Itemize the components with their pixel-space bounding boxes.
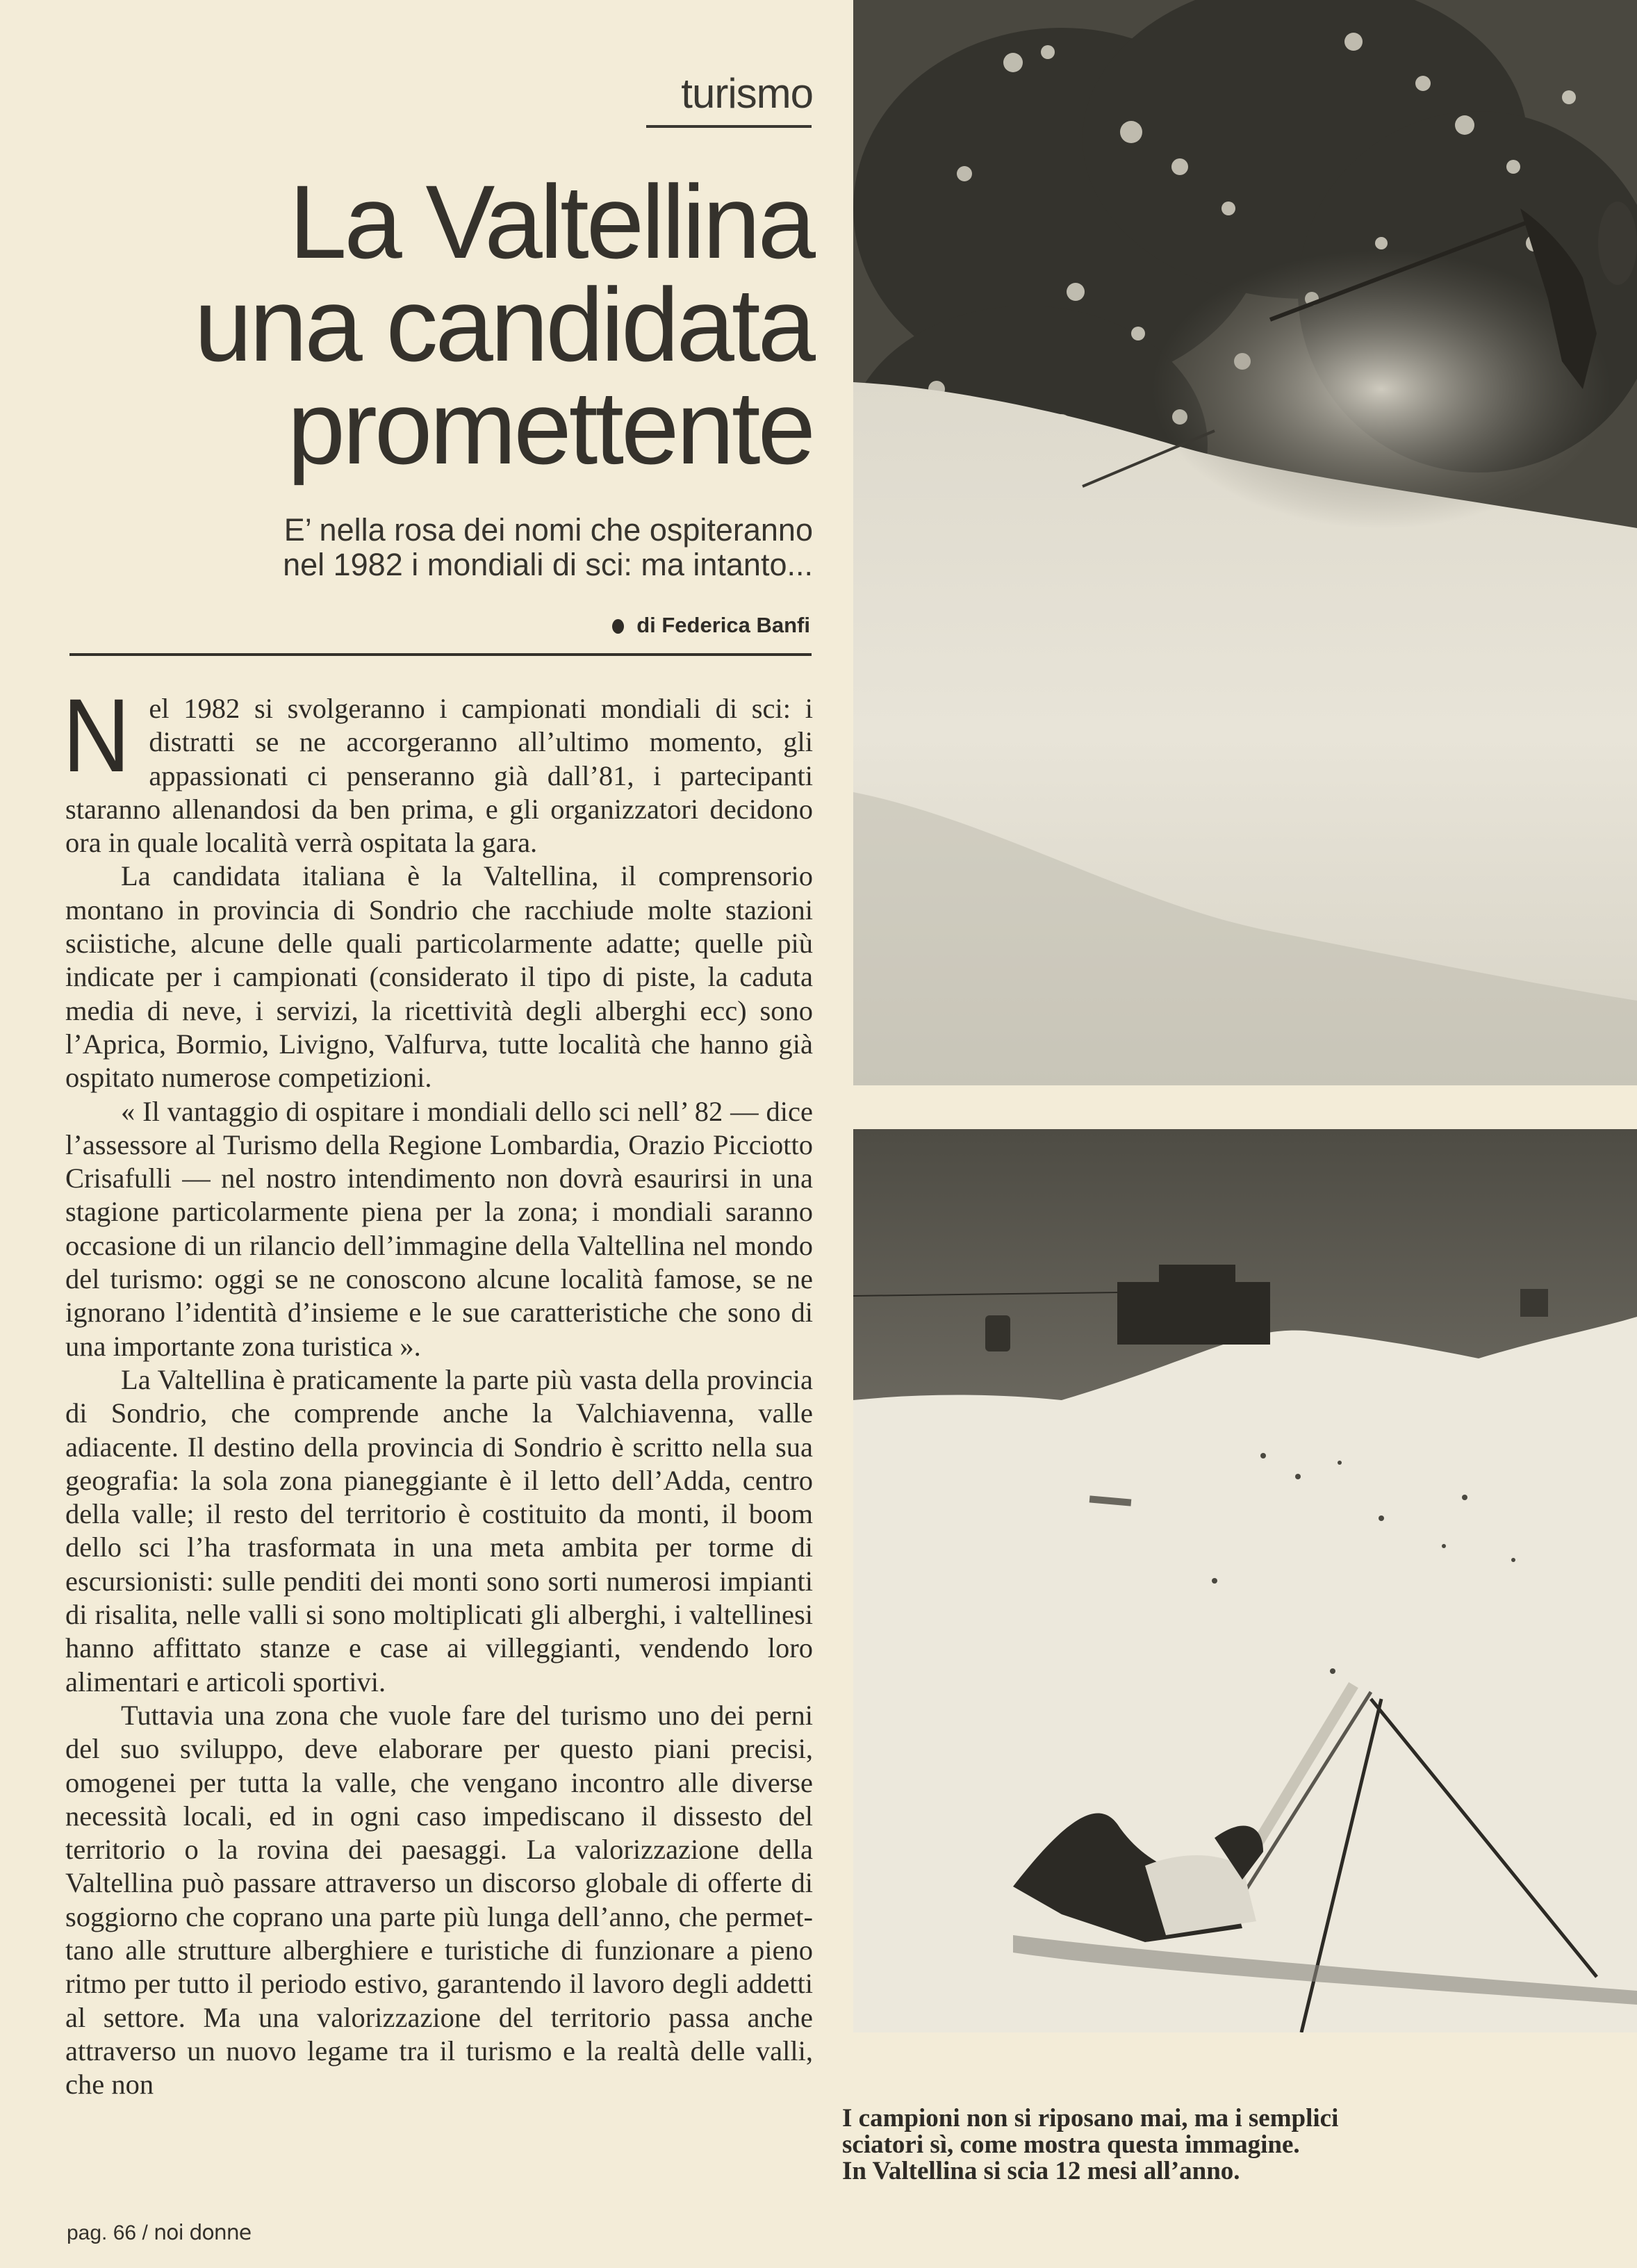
page-footer: [67, 2221, 251, 2245]
title-line: una candidata: [194, 266, 813, 383]
title-line: La Valtellina: [288, 163, 813, 280]
deck-line: nel 1982 i mondiali di sci: ma intanto...: [283, 547, 813, 582]
paragraph: La Valtellina è praticamente la parte più vasta della provincia di Sondrio, che comprende anche la Valchiavenna, valle adiacente. Il destino della provincia di Sondrio è scritto nella sua geografia: la sola zona pianeggiante è il letto dell’Adda, centro della valle; il resto del territorio è costituito da monti, il boom dello sci l’ha trasformata in una meta ambita per torme di escursionisti: sulle penditi dei monti sono sorti numerosi impianti di risalita, nelle valli si sono moltiplicati gli alberghi, i valtellinesi hanno affittato stanze e case ai villeggianti, vendendo loro alimentari e articoli sportivi.: [65, 1363, 813, 1698]
paragraph: [63, 677, 813, 860]
paragraph: La candidata italiana è la Valtellina, il comprensorio montano in provincia di Sondrio che racchiude molte stazioni sciistiche, alcune delle quali particolarmente adatte; quelle più indicate per i campionati (considerato il tipo di piste, la caduta media di neve, i servizi, la ricettività degli alberghi ecc) sono l’Aprica, Bormio, Livigno, Valfurva, tutte località che hanno già ospitato numerose competizioni.: [65, 860, 813, 1094]
article-deck: [104, 513, 813, 582]
paragraph: Tuttavia una zona che vuole fare del turismo uno dei perni del suo sviluppo, deve elaborare per questo piani precisi, omogenei per tutta la valle, che vengano incontro alle diverse necessità locali, ed in ogni caso impediscano il dissesto del territorio o la rovina dei paesaggi. La valorizzazione della Valtellina può passare attraverso un discorso globale di offerte di soggiorno che coprano una parte più lunga dell’anno, che permettano alle strutture alberghiere e turistiche di funzionare a pieno ritmo per tutto il periodo estivo, garantendo il lavoro degli addetti al settore. Ma una valorizzazione del territorio passa anche attraverso un nuovo legame tra il turismo e la realtà delle valli, che non: [65, 1699, 813, 2101]
photo-skier-resting: [853, 1129, 1637, 2032]
photo-caption: [842, 2105, 1537, 2185]
caption-line: In Valtellina si scia 12 mesi all’anno.: [842, 2157, 1240, 2185]
caption-line: sciatori sì, come mostra questa immagine.: [842, 2130, 1300, 2159]
caption-line: I campioni non si riposano mai, ma i semplici: [842, 2104, 1339, 2133]
drop-cap: N: [63, 677, 131, 794]
article-body: [63, 677, 813, 2101]
page-number: pag. 66: [67, 2221, 137, 2244]
paragraph-text: el 1982 si svolgeranno i campionati mondiali di sci: i distratti se ne accorgeranno all’ultimo momento, gli appassionati ci penseranno già dall’81, i partecipanti staranno allenandosi da ben prima, e gli organizzatori decidono ora in quale località verrà ospitata la gara.: [65, 693, 813, 859]
title-line: promettente: [287, 369, 813, 486]
paragraph: « Il vantaggio di ospitare i mondiali dello sci nell’ 82 — dice l’assessore al Turismo della Regione Lombardia, Orazio Picciotto Crisafulli — nel nostro intendimento non dovrà esaurirsi in una stagione particolarmente piena per la zona; i mondiali saranno occasione di un rilancio dell’immagine della Valtellina nel mondo del turismo: oggi se ne conoscono alcune località famose, se ne ignorano l’identità d’insieme e le sue caratteristiche che sono di una importante zona turistica ».: [65, 1095, 813, 1362]
section-label: turismo: [681, 70, 813, 117]
photo-skier-powder: [853, 0, 1637, 1085]
byline: [417, 611, 810, 639]
article-title: [69, 163, 813, 486]
byline-text: di Federica Banfi: [636, 613, 810, 637]
bullet-icon: [612, 619, 624, 634]
magazine-name: noi donne: [154, 2221, 252, 2245]
byline-rule: [69, 653, 812, 656]
deck-line: E’ nella rosa dei nomi che ospiteranno: [283, 512, 813, 548]
section-rule: [646, 125, 812, 128]
footer-separator: /: [142, 2221, 148, 2244]
